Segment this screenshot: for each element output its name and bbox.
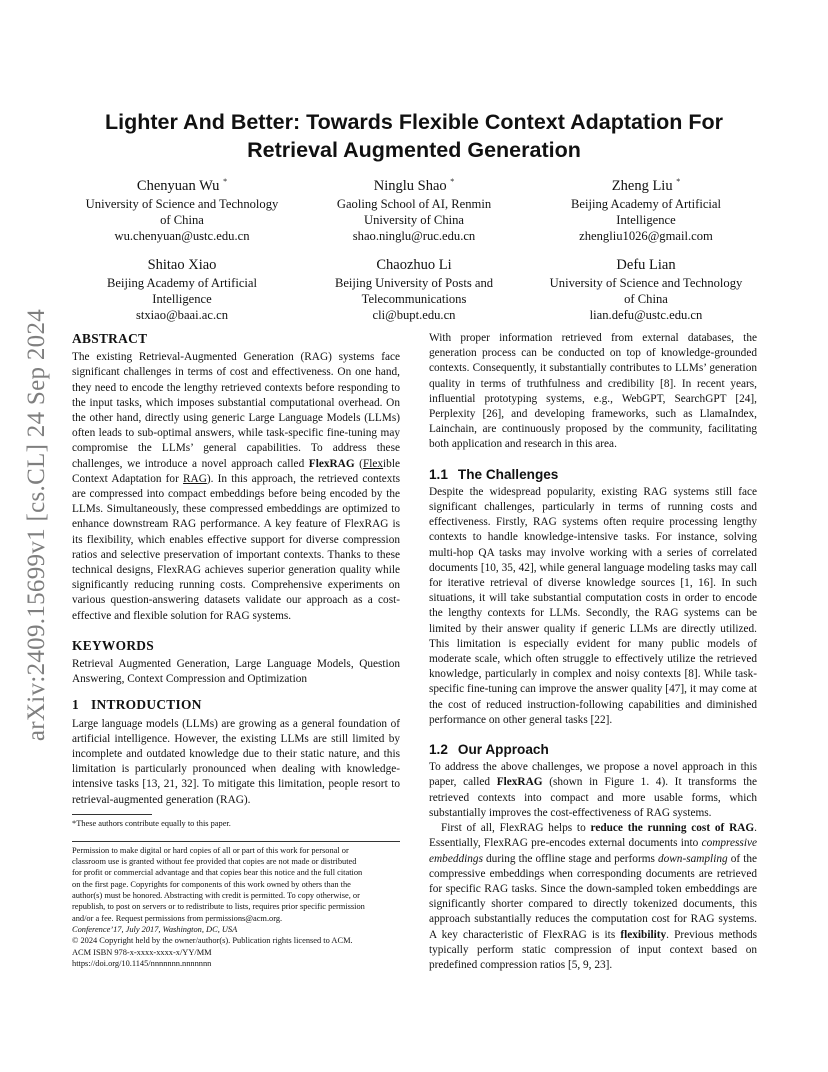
permission-line: author(s) must be honored. Abstracting with credit is permitted. To copy otherwise, or <box>72 891 360 901</box>
author-email[interactable]: stxiao@baai.ac.cn <box>135 307 229 322</box>
left-column <box>72 331 400 969</box>
copyright-line: © 2024 Copyright held by the owner/author(s). Publication rights licensed to ACM. <box>72 936 353 946</box>
permission-line: Permission to make digital or hard copies of all or part of this work for personal or <box>72 845 349 855</box>
arxiv-identifier <box>22 290 52 760</box>
author-card <box>72 255 292 323</box>
author-affiliation: Beijing Academy of Artificial <box>106 275 258 290</box>
conference-line: Conference’17, July 2017, Washington, DC, USA <box>72 924 238 934</box>
equal-contribution-mark: * <box>223 177 228 186</box>
author-name: Ninglu Shao <box>373 177 447 194</box>
author-affiliation: University of Science and Technology <box>85 196 279 211</box>
approach-paragraph-2: First of all, FlexRAG helps to reduce the running cost of RAG. Essentially, FlexRAG pre-encodes external documents into compressive embeddings during the offline stage and performs down-sampling of the compressive embeddings when corresponding documents are retrieved for specific RAG tasks. Since the down-sampled token embeddings are significantly shorter compared to directly tokenized documents, this approach substantially reduces the computation cost for RAG systems. A key characteristic of FlexRAG is its flexibility. Previous methods typically perform static compression of input context based on predefined compression ratios [5, 9, 23]. <box>429 822 757 971</box>
intro-continued-text: With proper information retrieved from external databases, the generation process can be conducted on top of knowledge-grounded contexts. Consequently, it substantially contributes to LLMs’ generation quality in terms of truthfulness and credibility [8]. In recent years, influential prototyping systems, e.g., WebGPT, SearchGPT [24], Perplexity [26], and developing frameworks, such as LlamaIndex, Lainchain, are continuously proposed by the community, facilitating both application and research in this area. <box>429 332 757 451</box>
author-email[interactable]: wu.chenyuan@ustc.edu.cn <box>114 228 250 243</box>
author-affiliation: Gaoling School of AI, Renmin <box>336 196 492 211</box>
abstract-heading: ABSTRACT <box>72 331 148 346</box>
author-email[interactable]: zhengliu1026@gmail.com <box>579 228 713 243</box>
permission-divider <box>72 841 400 842</box>
introduction-heading: 1 INTRODUCTION <box>72 697 202 713</box>
introduction-text: Large language models (LLMs) are growing as a general foundation of artificial intelligence. However, the existing LLMs are still limited by incomplete and outdated knowledge due to their static nature, and this limitation is particularly pronounced when dealing with knowledge-intensive tasks [13, 21, 32]. To mitigate this limitation, people resort to retrieval-augmented generation (RAG). <box>72 717 400 806</box>
author-affiliation: University of China <box>363 212 465 227</box>
challenges-heading: 1.1 The Challenges <box>429 466 559 482</box>
keywords-heading: KEYWORDS <box>72 637 155 653</box>
author-card <box>304 255 524 323</box>
equal-contribution-mark: * <box>676 177 681 186</box>
arxiv-id-text: arXiv:2409.15699v1 [cs.CL] 24 Sep 2024 <box>23 308 50 742</box>
permission-line: for profit or commercial advantage and that copies bear this notice and the full citation <box>72 868 363 878</box>
author-name: Shitao Xiao <box>147 256 217 273</box>
doi-link[interactable]: https://doi.org/10.1145/nnnnnnn.nnnnnnn <box>72 958 212 968</box>
author-affiliation: of China <box>160 212 204 227</box>
author-card <box>72 172 292 244</box>
challenges-text: Despite the widespread popularity, existing RAG systems still face significant challenges, particularly in terms of running costs and effectiveness. Firstly, RAG systems often require processing lengthy contexts to handle knowledge-intensive tasks. For instance, solving multi-hop QA tasks may involve working with a series of correlated documents [10, 35, 42], while general language modeling tasks may call for iterative retrieval of diverse knowledge sources [1, 16]. In such situations, it will take substantial computation costs in order to encode the lengthy contexts for LLMs. Secondly, the RAG systems can be limited by their answer quality if generic LLMs are directly utilized. This limitation is especially evident for many public models of moderate scale, which often struggle to effectively utilize the retrieved knowledge, particularly in complex and noisy contexts [8]. While task-specific fine-tuning can improve the answer quality [47], it may come at the cost of reduced instruction-following capabilities and diminished performance on other general tasks [22]. <box>429 485 757 726</box>
author-name: Defu Lian <box>616 256 676 273</box>
equal-contribution-mark: * <box>450 177 455 186</box>
author-affiliation: of China <box>624 291 668 306</box>
author-affiliation: University of Science and Technology <box>549 275 743 290</box>
author-name: Chenyuan Wu <box>136 177 220 194</box>
keywords-text: Retrieval Augmented Generation, Large Language Models, Question Answering, Context Compression and Optimization <box>72 658 400 686</box>
footnote: *These authors contribute equally to this paper. <box>72 818 231 828</box>
author-card <box>536 172 756 244</box>
author-card <box>536 255 756 323</box>
permission-line: classroom use is granted without fee provided that copies are not made or distributed <box>72 857 357 867</box>
author-row-1 <box>72 172 756 244</box>
title-line-1: Lighter And Better: Towards Flexible Context Adaptation For <box>105 110 723 134</box>
author-name: Chaozhuo Li <box>376 256 452 273</box>
approach-paragraph-1: To address the above challenges, we propose a novel approach in this paper, called FlexRAG (shown in Figure 1. 4). It transforms the retrieved contexts into compact and more usable forms, which substantially improves the cost-effectiveness of RAG systems. <box>429 761 757 819</box>
author-affiliation: Intelligence <box>616 212 676 227</box>
title-line-2: Retrieval Augmented Generation <box>247 138 581 162</box>
author-card <box>304 172 524 244</box>
author-affiliation: Intelligence <box>152 291 212 306</box>
author-affiliation: Telecommunications <box>361 291 467 306</box>
abstract-text: The existing Retrieval-Augmented Generation (RAG) systems face significant challenges in terms of cost and effectiveness. On one hand, they need to encode the lengthy retrieved contexts before responding to the input tasks, which imposes substantial computational overhead. On the other hand, directly using generic Large Language Models (LLMs) often leads to sub-optimal answers, while task-specific fine-tuning may compromise the LLMs’ general capabilities. To address these challenges, we introduce a novel approach called FlexRAG (Flexible Context Adaptation for RAG). In this approach, the retrieved contexts are compressed into compact embeddings before being encoded by the LLMs. Simultaneously, these compressed embeddings are optimized to enhance downstream RAG performance. A key feature of FlexRAG is its flexibility, which enables effective support for diverse compression ratios and selective preservation of important contexts. Thanks to these technical designs, FlexRAG achieves superior generation quality while significantly reducing running costs. Comprehensive experiments on various question-answering datasets validate our approach as a cost-effective and flexible solution for RAG systems. <box>72 351 400 622</box>
author-email[interactable]: shao.ninglu@ruc.edu.cn <box>352 228 476 243</box>
author-affiliation: Beijing Academy of Artificial <box>570 196 722 211</box>
permission-line: and/or a fee. Request permissions from permissions@acm.org. <box>72 913 283 923</box>
permission-block <box>72 841 400 969</box>
right-column <box>429 331 757 973</box>
paper-title <box>72 108 756 164</box>
author-affiliation: Beijing University of Posts and <box>334 275 494 290</box>
isbn-line: ACM ISBN 978-x-xxxx-xxxx-x/YY/MM <box>72 947 212 957</box>
author-name: Zheng Liu <box>611 177 673 194</box>
approach-heading: 1.2 Our Approach <box>429 742 549 758</box>
footnote-divider <box>72 814 152 815</box>
author-row-2 <box>72 255 756 323</box>
author-block <box>72 172 756 334</box>
permission-line: on the first page. Copyrights for components of this work owned by others than the <box>72 879 351 889</box>
author-email[interactable]: lian.defu@ustc.edu.cn <box>589 307 703 322</box>
author-email[interactable]: cli@bupt.edu.cn <box>372 307 456 322</box>
permission-line: republish, to post on servers or to redistribute to lists, requires prior specific permission <box>72 902 365 912</box>
method-name: FlexRAG <box>308 457 355 470</box>
